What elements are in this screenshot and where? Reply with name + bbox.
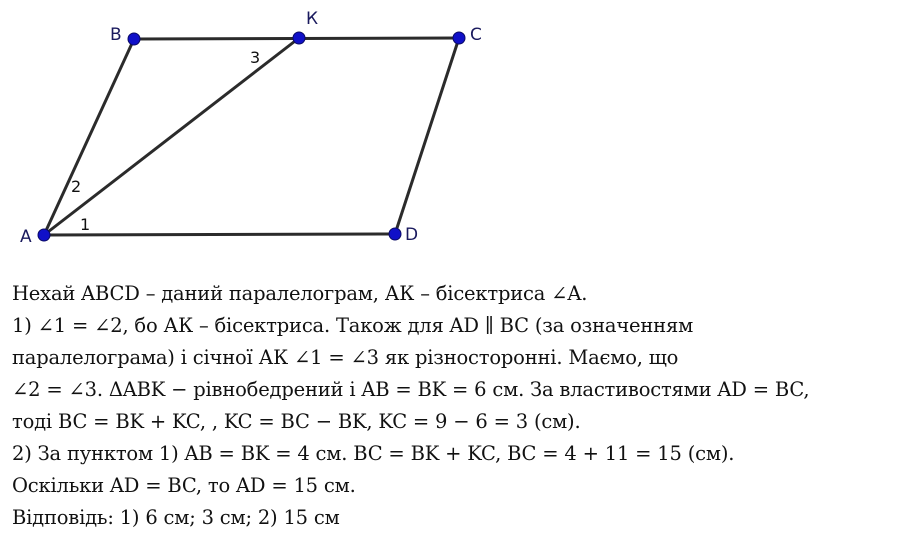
bisector-ak <box>44 38 299 235</box>
point-c <box>453 32 465 44</box>
angle-label-2: 2 <box>71 177 82 196</box>
label-c: C <box>470 25 482 45</box>
label-b: B <box>110 25 122 45</box>
parallelogram-figure <box>0 0 911 260</box>
solution-line: Оскільки AD = BC, то AD = 15 см. <box>12 474 356 497</box>
point-b <box>128 33 140 45</box>
side-ad <box>44 234 395 235</box>
solution-line: ∠2 = ∠3. ΔABK − рівнобедрений і AB = BK = 6 см. За властивостями AD = BC, <box>12 378 810 401</box>
solution-line: 2) За пунктом 1) AB = BK = 4 см. BC = BK + KC, BC = 4 + 11 = 15 (см). <box>12 442 735 465</box>
point-k <box>293 32 305 44</box>
label-a: A <box>20 227 32 247</box>
solution-line: 1) ∠1 = ∠2, бо АК – бісектриса. Також для AD ∥ BC (за означенням <box>12 314 694 337</box>
solution-line: Відповідь: 1) 6 см; 3 см; 2) 15 см <box>12 506 340 529</box>
solution-line: тоді BC = BK + KC, , KC = BC − BK, KC = 9 − 6 = 3 (см). <box>12 410 581 433</box>
label-d: D <box>405 225 419 245</box>
side-ab <box>44 39 134 235</box>
solution-line: Нехай ABCD – даний паралелограм, АК – бісектриса ∠A. <box>12 282 588 305</box>
angle-label-1: 1 <box>80 215 91 234</box>
solution-text <box>12 278 907 534</box>
angle-label-3: 3 <box>250 48 261 67</box>
point-d <box>389 228 401 240</box>
side-cd <box>395 38 459 234</box>
point-a <box>38 229 50 241</box>
label-k: К <box>306 9 319 29</box>
solution-line: паралелограма) і січної АК ∠1 = ∠3 як різносторонні. Маємо, що <box>12 346 679 369</box>
